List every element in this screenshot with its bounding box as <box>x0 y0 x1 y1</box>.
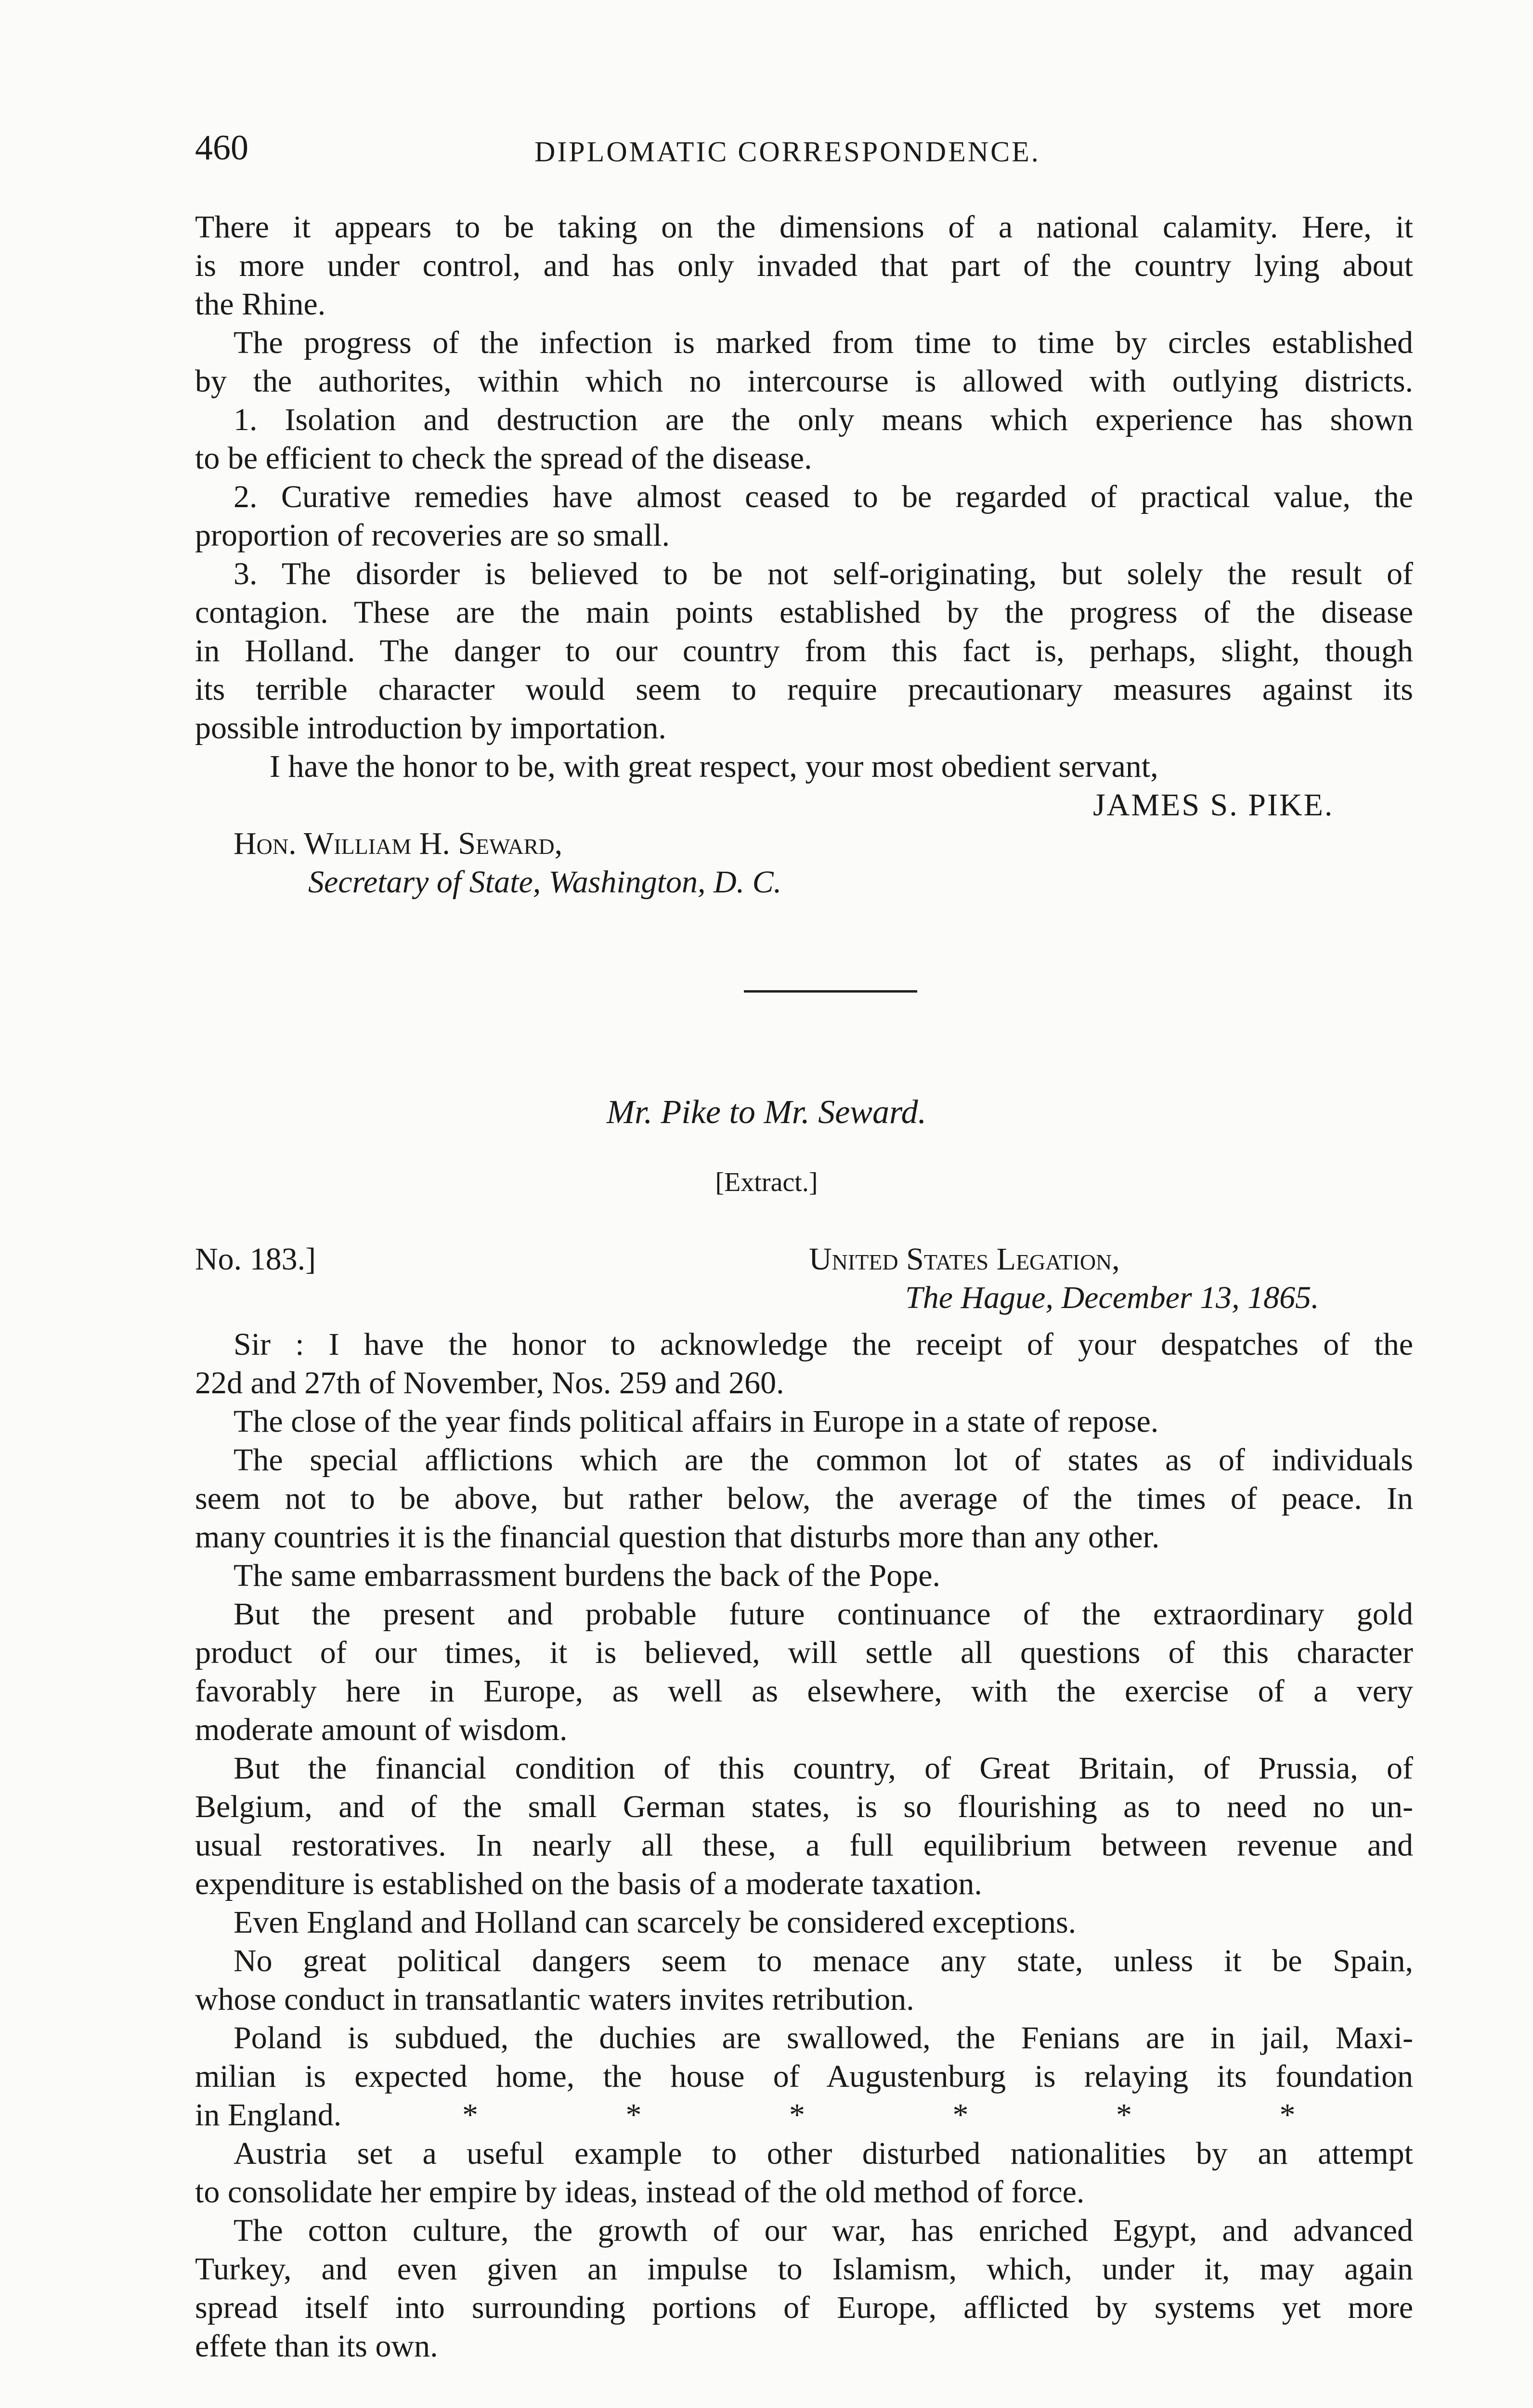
text-line: The special afflictions which are the common lot of states as of individuals <box>234 1442 1413 1478</box>
text-line: Poland is subdued, the duchies are swallowed, the Fenians are in jail, Maxi- <box>234 2020 1413 2055</box>
text-line: proportion of recoveries are so small. <box>195 518 670 553</box>
addressee-title: Secretary of State, Washington, D. C. <box>308 864 782 900</box>
text-line: There it appears to be taking on the dimensions of a national calamity. Here, it <box>195 209 1413 245</box>
text-line: by the authorites, within which no intercourse is allowed with outlying districts. <box>195 364 1413 399</box>
text-line: milian is expected home, the house of Augustenburg is relaying its foundation <box>195 2059 1413 2094</box>
legation: United States Legation, <box>809 1242 1120 1277</box>
text-line: in Holland. The danger to our country from this fact is, perhaps, slight, though <box>195 633 1413 668</box>
text-line: effete than its own. <box>195 2329 438 2364</box>
text-line: But the financial condition of this country, of Great Britain, of Prussia, of <box>234 1751 1413 1786</box>
section-divider <box>744 990 917 993</box>
text-line: its terrible character would seem to require precautionary measures against its <box>195 672 1413 707</box>
text-line: Turkey, and even given an impulse to Islamism, which, under it, may again <box>195 2251 1413 2287</box>
text-line: product of our times, it is believed, will settle all questions of this character <box>195 1635 1413 1670</box>
text-line: But the present and probable future continuance of the extraordinary gold <box>234 1597 1413 1632</box>
letter-title: Mr. Pike to Mr. Seward. <box>606 1094 927 1131</box>
text-line: Austria set a useful example to other disturbed nationalities by an attempt <box>234 2136 1413 2171</box>
text-line: Even England and Holland can scarcely be considered exceptions. <box>234 1905 1077 1940</box>
elision-stars: * * * * * * <box>462 2097 1296 2133</box>
extract-label: [Extract.] <box>715 1167 818 1197</box>
page-number: 460 <box>195 128 248 168</box>
running-title: DIPLOMATIC CORRESPONDENCE. <box>534 136 1040 168</box>
text-line: The close of the year finds political affairs in Europe in a state of repose. <box>234 1404 1159 1439</box>
text-line: The progress of the infection is marked from time to time by circles established <box>234 325 1413 360</box>
text-line: spread itself into surrounding portions of Europe, afflicted by systems yet more <box>195 2290 1413 2325</box>
text-line: contagion. These are the main points established by the progress of the disease <box>195 595 1413 630</box>
despatch-number: No. 183.] <box>195 1242 316 1277</box>
text-line: in England. <box>195 2097 342 2133</box>
text-line: 2. Curative remedies have almost ceased to be regarded of practical value, the <box>234 479 1413 514</box>
text-line: moderate amount of wisdom. <box>195 1712 568 1747</box>
text-line: is more under control, and has only invaded that part of the country lying about <box>195 248 1413 283</box>
text-line: The same embarrassment burdens the back of the Pope. <box>234 1558 941 1593</box>
text-line: seem not to be above, but rather below, the average of the times of peace. In <box>195 1481 1413 1516</box>
text-line: No great political dangers seem to menace any state, unless it be Spain, <box>234 1943 1413 1978</box>
text-line: 1. Isolation and destruction are the only means which experience has shown <box>234 402 1413 437</box>
text-line: possible introduction by importation. <box>195 710 666 746</box>
place-date: The Hague, December 13, 1865. <box>905 1280 1319 1315</box>
text-line: The cotton culture, the growth of our war, has enriched Egypt, and advanced <box>234 2213 1413 2248</box>
text-line: 3. The disorder is believed to be not self-originating, but solely the result of <box>234 556 1413 591</box>
addressee-name: Hon. William H. Seward, <box>234 826 563 861</box>
text-line: to consolidate her empire by ideas, instead of the old method of force. <box>195 2174 1085 2210</box>
text-line: Belgium, and of the small German states, is so flourishing as to need no un- <box>195 1789 1413 1824</box>
text-line: usual restoratives. In nearly all these, a full equilibrium between revenue and <box>195 1828 1413 1863</box>
text-line: to be efficient to check the spread of the disease. <box>195 441 812 476</box>
text-line: Sir : I have the honor to acknowledge the receipt of your despatches of the <box>234 1327 1413 1362</box>
signature: JAMES S. PIKE. <box>1093 787 1334 823</box>
text-line: 22d and 27th of November, Nos. 259 and 260. <box>195 1365 784 1400</box>
text-line: favorably here in Europe, as well as elsewhere, with the exercise of a very <box>195 1674 1413 1709</box>
text-line: whose conduct in transatlantic waters invites retribution. <box>195 1982 914 2017</box>
text-line: the Rhine. <box>195 287 326 322</box>
text-line: expenditure is established on the basis of a moderate taxation. <box>195 1866 982 1901</box>
closing-line: I have the honor to be, with great respect, your most obedient servant, <box>270 749 1158 784</box>
text-line: many countries it is the financial question that disturbs more than any other. <box>195 1519 1160 1555</box>
